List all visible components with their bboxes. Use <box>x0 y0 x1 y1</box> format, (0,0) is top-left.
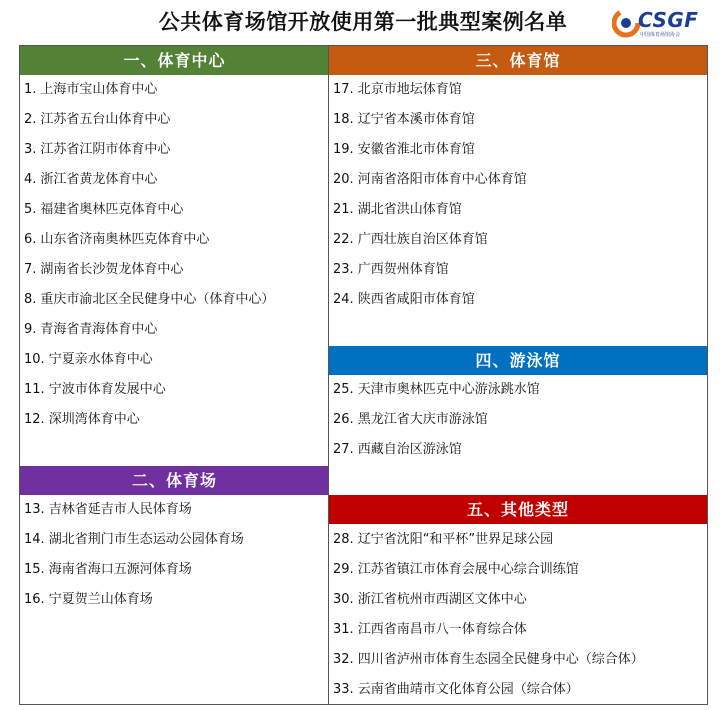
item-number: 32. <box>333 652 354 667</box>
venue-name: 深圳湾体育中心 <box>48 412 140 427</box>
item-number: 9. <box>24 322 37 337</box>
list-item <box>329 435 707 465</box>
right-column <box>328 45 708 705</box>
list-item <box>329 675 707 705</box>
venue-name: 云南省曲靖市文化体育公园（综合体） <box>357 682 579 697</box>
item-number: 27. <box>333 442 354 457</box>
item-number: 26. <box>333 412 354 427</box>
item-number: 28. <box>333 532 354 547</box>
list-item <box>20 225 329 255</box>
item-number: 11. <box>24 382 45 397</box>
list-item <box>20 405 329 435</box>
venue-name: 天津市奥林匹克中心游泳跳水馆 <box>357 382 540 397</box>
section-heading-gymnasiums: 三、体育馆 <box>329 46 707 75</box>
venue-name: 江西省南昌市八一体育综合体 <box>357 622 527 637</box>
list-item <box>329 255 707 285</box>
logo-subtitle: 中国体育场馆协会 <box>640 32 681 38</box>
list-item <box>20 315 329 345</box>
item-number: 29. <box>333 562 354 577</box>
list-item <box>329 375 707 405</box>
list-item <box>20 285 329 315</box>
venue-name: 宁夏亲水体育中心 <box>48 352 153 367</box>
list-item <box>329 165 707 195</box>
list-item <box>20 555 329 585</box>
list-item <box>329 585 707 615</box>
venue-name: 北京市地坛体育馆 <box>357 82 462 97</box>
venue-name: 福建省奥林匹克体育中心 <box>40 202 184 217</box>
venue-name: 江苏省镇江市体育会展中心综合训练馆 <box>357 562 579 577</box>
list-gymnasiums <box>329 75 707 315</box>
list-natatoriums <box>329 375 707 465</box>
item-number: 21. <box>333 202 354 217</box>
item-number: 13. <box>24 502 45 517</box>
item-number: 14. <box>24 532 45 547</box>
list-item <box>329 75 707 105</box>
venue-name: 广西贺州体育馆 <box>357 262 449 277</box>
item-number: 3. <box>24 142 37 157</box>
venue-name: 辽宁省沈阳“和平杯”世界足球公园 <box>357 532 554 547</box>
section-heading-natatoriums: 四、游泳馆 <box>329 346 707 375</box>
item-number: 18. <box>333 112 354 127</box>
venue-name: 海南省海口五源河体育场 <box>48 562 192 577</box>
item-number: 1. <box>24 82 37 97</box>
venue-name: 湖南省长沙贺龙体育中心 <box>40 262 184 277</box>
item-number: 4. <box>24 172 37 187</box>
venue-name: 吉林省延吉市人民体育场 <box>48 502 192 517</box>
item-number: 17. <box>333 82 354 97</box>
list-item <box>20 255 329 285</box>
item-number: 5. <box>24 202 37 217</box>
item-number: 12. <box>24 412 45 427</box>
venue-name: 江苏省江阴市体育中心 <box>40 142 171 157</box>
logo-text: CSGF <box>638 8 699 32</box>
list-item <box>329 555 707 585</box>
section-heading-sports-centers: 一、体育中心 <box>20 46 329 75</box>
item-number: 2. <box>24 112 37 127</box>
item-number: 30. <box>333 592 354 607</box>
list-item <box>20 375 329 405</box>
venue-name: 青海省青海体育中心 <box>40 322 158 337</box>
list-item <box>329 285 707 315</box>
venue-name: 宁夏贺兰山体育场 <box>48 592 153 607</box>
list-item <box>329 615 707 645</box>
venue-name: 西藏自治区游泳馆 <box>357 442 462 457</box>
csgf-logo <box>612 6 716 42</box>
item-number: 10. <box>24 352 45 367</box>
list-item <box>20 525 329 555</box>
venue-name: 上海市宝山体育中心 <box>40 82 158 97</box>
item-number: 33. <box>333 682 354 697</box>
item-number: 19. <box>333 142 354 157</box>
list-item <box>329 195 707 225</box>
list-item <box>329 525 707 555</box>
venue-name: 辽宁省本溪市体育馆 <box>357 112 475 127</box>
venue-name: 宁波市体育发展中心 <box>48 382 166 397</box>
left-column <box>19 45 329 705</box>
venue-name: 四川省泸州市体育生态园全民健身中心（综合体） <box>357 652 644 667</box>
item-number: 6. <box>24 232 37 247</box>
venue-name: 湖北省荆门市生态运动公园体育场 <box>48 532 244 547</box>
list-item <box>20 195 329 225</box>
list-item <box>20 495 329 525</box>
venue-name: 黑龙江省大庆市游泳馆 <box>357 412 488 427</box>
list-item <box>329 405 707 435</box>
item-number: 20. <box>333 172 354 187</box>
item-number: 23. <box>333 262 354 277</box>
list-item <box>20 105 329 135</box>
list-item <box>329 645 707 675</box>
item-number: 7. <box>24 262 37 277</box>
venue-name: 安徽省淮北市体育馆 <box>357 142 475 157</box>
item-number: 24. <box>333 292 354 307</box>
venue-name: 广西壮族自治区体育馆 <box>357 232 488 247</box>
venue-name: 重庆市渝北区全民健身中心（体育中心） <box>40 292 275 307</box>
list-item <box>20 75 329 105</box>
item-number: 16. <box>24 592 45 607</box>
list-item <box>329 105 707 135</box>
page-title: 公共体育场馆开放使用第一批典型案例名单 <box>158 10 568 34</box>
list-stadiums <box>20 495 329 615</box>
list-item <box>20 585 329 615</box>
venue-name: 陕西省咸阳市体育馆 <box>357 292 475 307</box>
item-number: 8. <box>24 292 37 307</box>
item-number: 31. <box>333 622 354 637</box>
list-item <box>329 225 707 255</box>
list-sports-centers <box>20 75 329 435</box>
venue-name: 浙江省黄龙体育中心 <box>40 172 158 187</box>
venue-name: 湖北省洪山体育馆 <box>357 202 462 217</box>
list-item <box>329 135 707 165</box>
section-heading-other-types: 五、其他类型 <box>329 495 707 524</box>
list-item <box>20 345 329 375</box>
venue-name: 河南省洛阳市体育中心体育馆 <box>357 172 527 187</box>
item-number: 25. <box>333 382 354 397</box>
list-item <box>20 135 329 165</box>
venue-name: 江苏省五台山体育中心 <box>40 112 171 127</box>
venue-name: 浙江省杭州市西湖区文体中心 <box>357 592 527 607</box>
item-number: 22. <box>333 232 354 247</box>
section-heading-stadiums: 二、体育场 <box>20 466 329 495</box>
venue-name: 山东省济南奥林匹克体育中心 <box>40 232 210 247</box>
list-item <box>20 165 329 195</box>
list-other-types <box>329 525 707 705</box>
item-number: 15. <box>24 562 45 577</box>
